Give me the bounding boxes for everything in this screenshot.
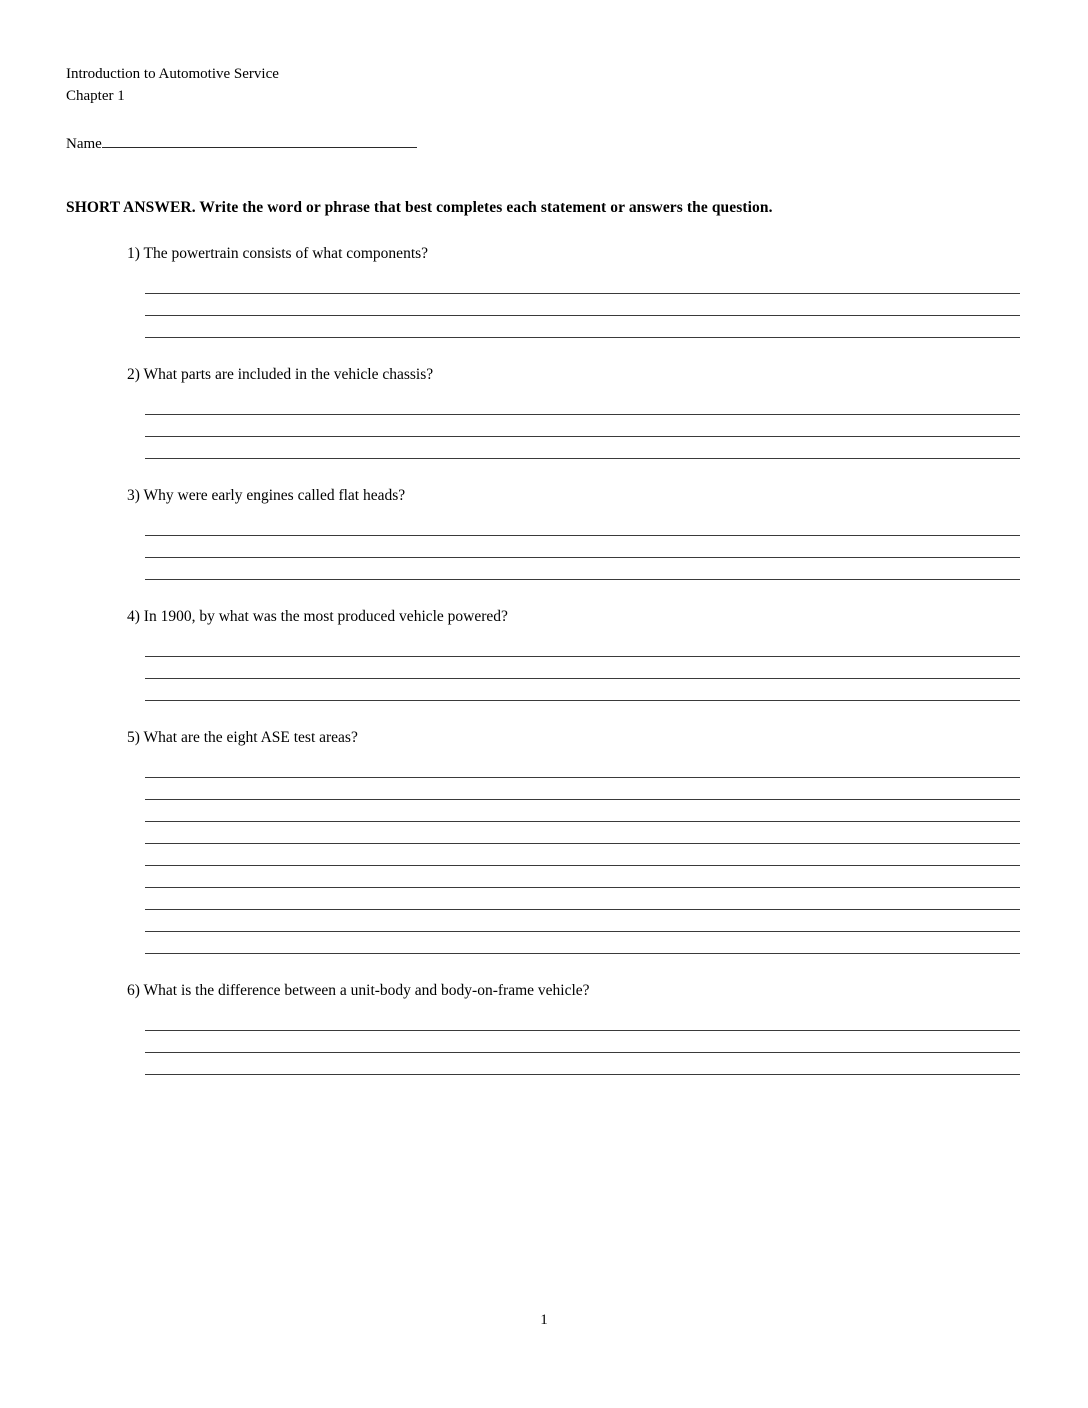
answer-lines bbox=[145, 635, 1020, 701]
chapter-label: Chapter 1 bbox=[66, 87, 125, 104]
answer-lines bbox=[145, 756, 1020, 954]
answer-line bbox=[145, 822, 1020, 844]
question-2 bbox=[66, 366, 1020, 459]
answer-line bbox=[145, 558, 1020, 580]
answer-line bbox=[145, 1009, 1020, 1031]
answer-line bbox=[145, 1031, 1020, 1053]
course-title: Introduction to Automotive Service bbox=[66, 66, 279, 82]
answer-line bbox=[145, 778, 1020, 800]
answer-lines bbox=[145, 514, 1020, 580]
answer-line bbox=[145, 415, 1020, 437]
answer-lines bbox=[145, 393, 1020, 459]
answer-line bbox=[145, 437, 1020, 459]
worksheet-header bbox=[66, 64, 1020, 108]
section-instruction: SHORT ANSWER. Write the word or phrase that best completes each statement or answers the question. bbox=[66, 198, 773, 216]
answer-line bbox=[145, 635, 1020, 657]
question-4 bbox=[66, 608, 1020, 701]
question-text: 4) In 1900, by what was the most produced vehicle powered? bbox=[127, 607, 508, 625]
answer-line bbox=[145, 294, 1020, 316]
answer-line bbox=[145, 866, 1020, 888]
answer-line bbox=[145, 888, 1020, 910]
answer-line bbox=[145, 316, 1020, 338]
answer-line bbox=[145, 800, 1020, 822]
answer-line bbox=[145, 679, 1020, 701]
answer-line bbox=[145, 1053, 1020, 1075]
name-row bbox=[66, 134, 1020, 153]
question-text: 1) The powertrain consists of what components? bbox=[127, 244, 429, 262]
answer-line bbox=[145, 844, 1020, 866]
question-1 bbox=[66, 245, 1020, 338]
answer-line bbox=[145, 932, 1020, 954]
question-text: 5) What are the eight ASE test areas? bbox=[127, 728, 358, 746]
page-number: 1 bbox=[540, 1312, 548, 1328]
answer-line bbox=[145, 514, 1020, 536]
question-text: 2) What parts are included in the vehicle chassis? bbox=[127, 365, 434, 383]
question-5 bbox=[66, 729, 1020, 954]
answer-line bbox=[145, 393, 1020, 415]
answer-line bbox=[145, 756, 1020, 778]
name-label: Name bbox=[66, 135, 102, 152]
answer-lines bbox=[145, 1009, 1020, 1075]
question-6 bbox=[66, 982, 1020, 1075]
question-text: 6) What is the difference between a unit-body and body-on-frame vehicle? bbox=[127, 981, 590, 999]
answer-line bbox=[145, 536, 1020, 558]
answer-lines bbox=[145, 272, 1020, 338]
questions-list bbox=[66, 245, 1020, 1075]
answer-line bbox=[145, 910, 1020, 932]
answer-line bbox=[145, 657, 1020, 679]
name-blank-line bbox=[102, 134, 417, 148]
question-3 bbox=[66, 487, 1020, 580]
answer-line bbox=[145, 272, 1020, 294]
question-text: 3) Why were early engines called flat heads? bbox=[127, 486, 406, 504]
